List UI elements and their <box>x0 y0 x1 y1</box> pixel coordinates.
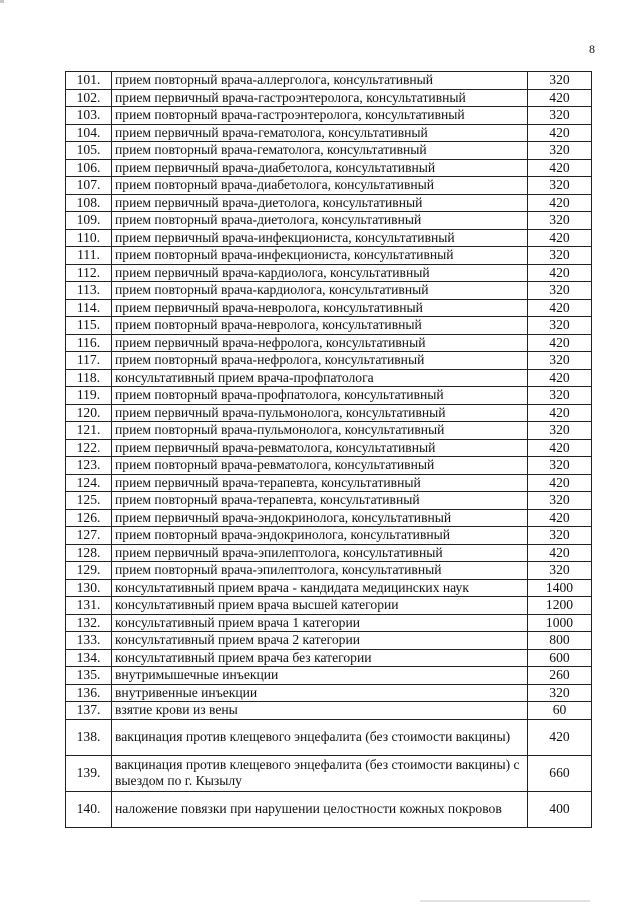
service-price: 320 <box>528 72 592 90</box>
table-row <box>66 509 592 527</box>
table-row <box>66 89 592 107</box>
service-price: 320 <box>528 457 592 475</box>
service-name: прием первичный врача-нефролога, консультативный <box>112 334 528 352</box>
table-row <box>66 614 592 632</box>
service-name: консультативный прием врача 2 категории <box>112 632 528 650</box>
service-price: 400 <box>528 791 592 827</box>
row-number: 119. <box>66 387 112 405</box>
service-price: 320 <box>528 142 592 160</box>
price-table-body <box>66 72 592 828</box>
table-row <box>66 334 592 352</box>
table-row <box>66 632 592 650</box>
row-number: 108. <box>66 194 112 212</box>
row-number: 114. <box>66 299 112 317</box>
table-row <box>66 404 592 422</box>
table-row <box>66 649 592 667</box>
row-number: 139. <box>66 755 112 791</box>
row-number: 140. <box>66 791 112 827</box>
row-number: 131. <box>66 597 112 615</box>
row-number: 134. <box>66 649 112 667</box>
service-name: внутримышечные инъекции <box>112 667 528 685</box>
service-price: 420 <box>528 474 592 492</box>
service-price: 420 <box>528 404 592 422</box>
service-price: 320 <box>528 317 592 335</box>
service-name: прием повторный врача-кардиолога, консультативный <box>112 282 528 300</box>
service-price: 320 <box>528 387 592 405</box>
service-name: прием повторный врача-ревматолога, консультативный <box>112 457 528 475</box>
service-price: 420 <box>528 509 592 527</box>
row-number: 116. <box>66 334 112 352</box>
service-price: 320 <box>528 107 592 125</box>
table-row <box>66 124 592 142</box>
service-name: прием повторный врача-терапевта, консультативный <box>112 492 528 510</box>
table-row <box>66 579 592 597</box>
service-price: 320 <box>528 527 592 545</box>
table-row <box>66 299 592 317</box>
service-price: 1200 <box>528 597 592 615</box>
row-number: 122. <box>66 439 112 457</box>
service-price: 420 <box>528 369 592 387</box>
row-number: 111. <box>66 247 112 265</box>
service-price: 1000 <box>528 614 592 632</box>
table-row <box>66 667 592 685</box>
service-name: прием первичный врача-невролога, консультативный <box>112 299 528 317</box>
table-row <box>66 474 592 492</box>
service-price: 600 <box>528 649 592 667</box>
service-name: прием повторный врача-профпатолога, консультативный <box>112 387 528 405</box>
row-number: 128. <box>66 544 112 562</box>
service-price: 420 <box>528 299 592 317</box>
row-number: 118. <box>66 369 112 387</box>
row-number: 136. <box>66 684 112 702</box>
service-name: прием первичный врача-инфекциониста, консультативный <box>112 229 528 247</box>
service-name: прием первичный врача-ревматолога, консультативный <box>112 439 528 457</box>
row-number: 130. <box>66 579 112 597</box>
service-price: 320 <box>528 684 592 702</box>
table-row <box>66 72 592 90</box>
service-name: прием повторный врача-гастроэнтеролога, консультативный <box>112 107 528 125</box>
table-row <box>66 247 592 265</box>
service-name: наложение повязки при нарушении целостности кожных покровов <box>112 791 528 827</box>
row-number: 102. <box>66 89 112 107</box>
service-name: прием первичный врача-диабетолога, консультативный <box>112 159 528 177</box>
row-number: 127. <box>66 527 112 545</box>
service-name: прием первичный врача-терапевта, консультативный <box>112 474 528 492</box>
service-price: 320 <box>528 177 592 195</box>
row-number: 121. <box>66 422 112 440</box>
service-price: 800 <box>528 632 592 650</box>
table-row <box>66 755 592 791</box>
service-price: 420 <box>528 719 592 755</box>
service-name: прием повторный врача-инфекциониста, консультативный <box>112 247 528 265</box>
table-row <box>66 177 592 195</box>
service-name: прием повторный врача-нефролога, консультативный <box>112 352 528 370</box>
service-name: прием первичный врача-кардиолога, консультативный <box>112 264 528 282</box>
service-price: 260 <box>528 667 592 685</box>
table-row <box>66 194 592 212</box>
table-row <box>66 282 592 300</box>
service-name: прием первичный врача-диетолога, консультативный <box>112 194 528 212</box>
service-name: прием первичный врача-эпилептолога, консультативный <box>112 544 528 562</box>
service-name: вакцинация против клещевого энцефалита (без стоимости вакцины) с выездом по г. Кызылу <box>112 755 528 791</box>
table-row <box>66 791 592 827</box>
service-name: прием первичный врача-пульмонолога, консультативный <box>112 404 528 422</box>
row-number: 105. <box>66 142 112 160</box>
row-number: 112. <box>66 264 112 282</box>
row-number: 109. <box>66 212 112 230</box>
row-number: 110. <box>66 229 112 247</box>
table-row <box>66 107 592 125</box>
service-price: 420 <box>528 334 592 352</box>
service-name: внутривенные инъекции <box>112 684 528 702</box>
row-number: 101. <box>66 72 112 90</box>
service-name: прием повторный врача-аллерголога, консультативный <box>112 72 528 90</box>
table-row <box>66 229 592 247</box>
service-name: консультативный прием врача - кандидата медицинских наук <box>112 579 528 597</box>
table-row <box>66 527 592 545</box>
row-number: 135. <box>66 667 112 685</box>
row-number: 113. <box>66 282 112 300</box>
table-row <box>66 562 592 580</box>
service-name: прием повторный врача-диетолога, консультативный <box>112 212 528 230</box>
table-row <box>66 264 592 282</box>
service-price: 420 <box>528 194 592 212</box>
service-name: консультативный прием врача-профпатолога <box>112 369 528 387</box>
service-name: консультативный прием врача без категории <box>112 649 528 667</box>
table-row <box>66 352 592 370</box>
service-name: взятие крови из вены <box>112 702 528 720</box>
service-name: прием повторный врача-эндокринолога, консультативный <box>112 527 528 545</box>
table-row <box>66 544 592 562</box>
service-price: 420 <box>528 89 592 107</box>
table-row <box>66 387 592 405</box>
service-price: 420 <box>528 229 592 247</box>
service-price: 420 <box>528 124 592 142</box>
service-name: прием первичный врача-эндокринолога, консультативный <box>112 509 528 527</box>
service-price: 420 <box>528 439 592 457</box>
service-name: прием повторный врача-невролога, консультативный <box>112 317 528 335</box>
table-row <box>66 492 592 510</box>
row-number: 138. <box>66 719 112 755</box>
price-table <box>65 71 592 828</box>
service-price: 320 <box>528 212 592 230</box>
table-row <box>66 212 592 230</box>
row-number: 117. <box>66 352 112 370</box>
page-number: 8 <box>589 42 595 56</box>
table-row <box>66 159 592 177</box>
row-number: 124. <box>66 474 112 492</box>
row-number: 123. <box>66 457 112 475</box>
table-row <box>66 422 592 440</box>
service-name: прием повторный врача-эпилептолога, консультативный <box>112 562 528 580</box>
table-row <box>66 317 592 335</box>
service-price: 320 <box>528 562 592 580</box>
table-row <box>66 684 592 702</box>
service-name: прием первичный врача-гастроэнтеролога, консультативный <box>112 89 528 107</box>
table-row <box>66 597 592 615</box>
service-price: 420 <box>528 264 592 282</box>
row-number: 103. <box>66 107 112 125</box>
table-row <box>66 439 592 457</box>
service-price: 320 <box>528 352 592 370</box>
service-price: 420 <box>528 544 592 562</box>
row-number: 137. <box>66 702 112 720</box>
service-price: 1400 <box>528 579 592 597</box>
service-name: прием повторный врача-гематолога, консультативный <box>112 142 528 160</box>
service-name: вакцинация против клещевого энцефалита (без стоимости вакцины) <box>112 719 528 755</box>
row-number: 104. <box>66 124 112 142</box>
table-row <box>66 369 592 387</box>
row-number: 125. <box>66 492 112 510</box>
table-row <box>66 457 592 475</box>
row-number: 106. <box>66 159 112 177</box>
service-name: прием повторный врача-пульмонолога, консультативный <box>112 422 528 440</box>
service-name: консультативный прием врача высшей категории <box>112 597 528 615</box>
row-number: 126. <box>66 509 112 527</box>
table-row <box>66 142 592 160</box>
service-price: 320 <box>528 492 592 510</box>
service-price: 320 <box>528 422 592 440</box>
service-price: 420 <box>528 159 592 177</box>
row-number: 107. <box>66 177 112 195</box>
service-name: прием первичный врача-гематолога, консультативный <box>112 124 528 142</box>
scan-mark <box>0 0 4 3</box>
row-number: 120. <box>66 404 112 422</box>
row-number: 129. <box>66 562 112 580</box>
row-number: 132. <box>66 614 112 632</box>
table-row <box>66 719 592 755</box>
service-price: 60 <box>528 702 592 720</box>
service-name: прием повторный врача-диабетолога, консультативный <box>112 177 528 195</box>
service-price: 660 <box>528 755 592 791</box>
row-number: 115. <box>66 317 112 335</box>
service-name: консультативный прием врача 1 категории <box>112 614 528 632</box>
service-price: 320 <box>528 282 592 300</box>
scan-smudge <box>420 900 590 902</box>
table-row <box>66 702 592 720</box>
row-number: 133. <box>66 632 112 650</box>
service-price: 320 <box>528 247 592 265</box>
